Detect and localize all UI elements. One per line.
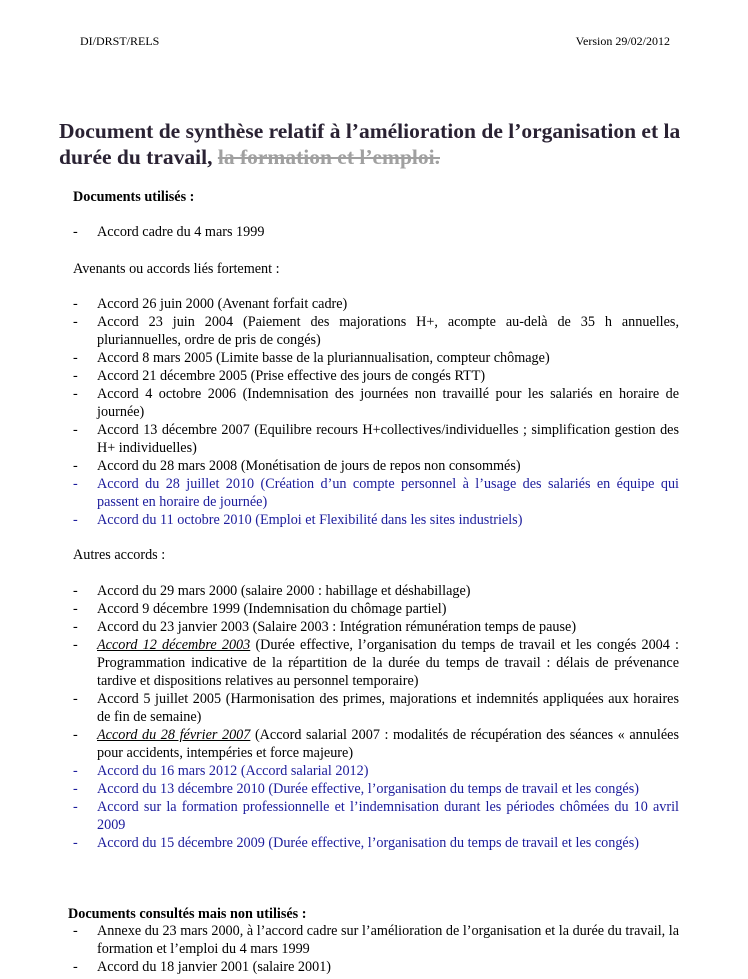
list-item-text: Accord du 11 octobre 2010 (Emploi et Flexibilité dans les sites industriels) (97, 512, 523, 528)
list-item-text: Accord 8 mars 2005 (Limite basse de la pluriannualisation, compteur chômage) (97, 350, 550, 366)
list-item (73, 295, 679, 313)
list-item-text: Accord du 15 décembre 2009 (Durée effective, l’organisation du temps de travail et les congés) (97, 835, 639, 851)
list-item (73, 762, 679, 780)
list-item (73, 690, 679, 726)
list-item-text: Annexe du 23 mars 2000, à l’accord cadre sur l’amélioration de l’organisation et la durée du travail, la formation et l’emploi du 4 mars 1999 (97, 923, 679, 957)
header-reference: DI/DRST/RELS (80, 34, 160, 48)
list-item (73, 726, 679, 762)
list-item (73, 834, 679, 852)
list-item (73, 582, 679, 600)
bullet-dash: - (73, 763, 78, 779)
other-agreements-list (73, 582, 679, 852)
list-item-text: Accord 5 juillet 2005 (Harmonisation des primes, majorations et indemnités appliquées aux horaires de fin de semaine) (97, 691, 679, 725)
other-agreements-heading: Autres accords : (73, 547, 166, 563)
list-item-text: Accord 9 décembre 1999 (Indemnisation du chômage partiel) (97, 601, 447, 617)
list-item-text: Accord sur la formation professionnelle et l’indemnisation durant les périodes chômées du 10 avril 2009 (97, 799, 679, 833)
list-item (73, 475, 679, 511)
bullet-dash: - (73, 727, 78, 743)
list-item (73, 367, 679, 385)
title-struck-text: la formation et l’emploi. (217, 145, 440, 169)
bullet-dash: - (73, 368, 78, 384)
bullet-dash: - (73, 601, 78, 617)
bullet-dash: - (73, 458, 78, 474)
document-title (59, 118, 709, 170)
bullet-dash: - (73, 296, 78, 312)
list-item (73, 958, 679, 976)
linked-agreements-list (73, 295, 679, 529)
list-item-text: Accord du 16 mars 2012 (Accord salarial 2012) (97, 763, 369, 779)
used-documents-list (73, 223, 679, 241)
bullet-dash: - (73, 476, 78, 492)
list-item-text: Accord du 29 mars 2000 (salaire 2000 : habillage et déshabillage) (97, 583, 471, 599)
list-item-text: (Accord salarial 2007 : modalités de récupération des séances « annulées pour accidents, intempéries et force majeure) (97, 727, 679, 761)
list-item (73, 421, 679, 457)
list-item-text: Accord du 13 décembre 2010 (Durée effective, l’organisation du temps de travail et les congés) (97, 781, 639, 797)
list-item-text: Accord 13 décembre 2007 (Equilibre recours H+collectives/individuelles ; simplification gestion des H+ individuelles) (97, 422, 679, 456)
bullet-dash: - (73, 583, 78, 599)
list-item-text: Accord du 28 mars 2008 (Monétisation de jours de repos non consommés) (97, 458, 521, 474)
bullet-dash: - (73, 314, 78, 330)
bullet-dash: - (73, 619, 78, 635)
consulted-documents-heading: Documents consultés mais non utilisés : (68, 906, 307, 922)
list-item (73, 511, 679, 529)
bullet-dash: - (73, 512, 78, 528)
bullet-dash: - (73, 691, 78, 707)
bullet-dash: - (73, 959, 78, 975)
consulted-documents-list (73, 922, 679, 976)
bullet-dash: - (73, 637, 78, 653)
bullet-dash: - (73, 224, 78, 240)
list-item (73, 349, 679, 367)
linked-agreements-heading: Avenants ou accords liés fortement : (73, 261, 280, 277)
list-item (73, 636, 679, 690)
bullet-dash: - (73, 350, 78, 366)
list-item-text: Accord 23 juin 2004 (Paiement des majorations H+, acompte au-delà de 35 h annuelles, pluriannuelles, ordre de pris de congés) (97, 314, 679, 348)
list-item-text: Accord du 18 janvier 2001 (salaire 2001) (97, 959, 332, 975)
list-item-text: (Durée effective, l’organisation du temps de travail et les congés 2004 : Programmation indicative de la répartition de la durée du temps de travail : délais de prévenance tardive et dispositions relatives au personnel temporaire) (97, 637, 679, 689)
bullet-dash: - (73, 923, 78, 939)
used-documents-heading: Documents utilisés : (73, 189, 195, 205)
list-item-text: Accord du 28 juillet 2010 (Création d’un compte personnel à l’usage des salariés en équipe qui passent en horaire de journée) (97, 476, 679, 510)
title-main: Document de synthèse relatif à l’amélioration de l’organisation et la durée du travail, (59, 119, 681, 169)
list-item-lead: Accord du 28 février 2007 (97, 727, 251, 743)
bullet-dash: - (73, 835, 78, 851)
list-item-lead: Accord 12 décembre 2003 (97, 637, 251, 653)
list-item (73, 618, 679, 636)
list-item (73, 457, 679, 475)
list-item (73, 922, 679, 958)
list-item-text: Accord 4 octobre 2006 (Indemnisation des journées non travaillé pour les salariés en horaire de journée) (97, 386, 679, 420)
list-item-text: Accord 26 juin 2000 (Avenant forfait cadre) (97, 296, 348, 312)
list-item-text: Accord du 23 janvier 2003 (Salaire 2003 : Intégration rémunération temps de pause) (97, 619, 577, 635)
list-item (73, 313, 679, 349)
bullet-dash: - (73, 799, 78, 815)
bullet-dash: - (73, 781, 78, 797)
list-item (73, 223, 679, 241)
list-item (73, 798, 679, 834)
list-item (73, 385, 679, 421)
bullet-dash: - (73, 386, 78, 402)
list-item (73, 600, 679, 618)
list-item-text: Accord cadre du 4 mars 1999 (97, 224, 265, 240)
list-item (73, 780, 679, 798)
bullet-dash: - (73, 422, 78, 438)
list-item-text: Accord 21 décembre 2005 (Prise effective des jours de congés RTT) (97, 368, 486, 384)
header-version: Version 29/02/2012 (575, 34, 670, 48)
